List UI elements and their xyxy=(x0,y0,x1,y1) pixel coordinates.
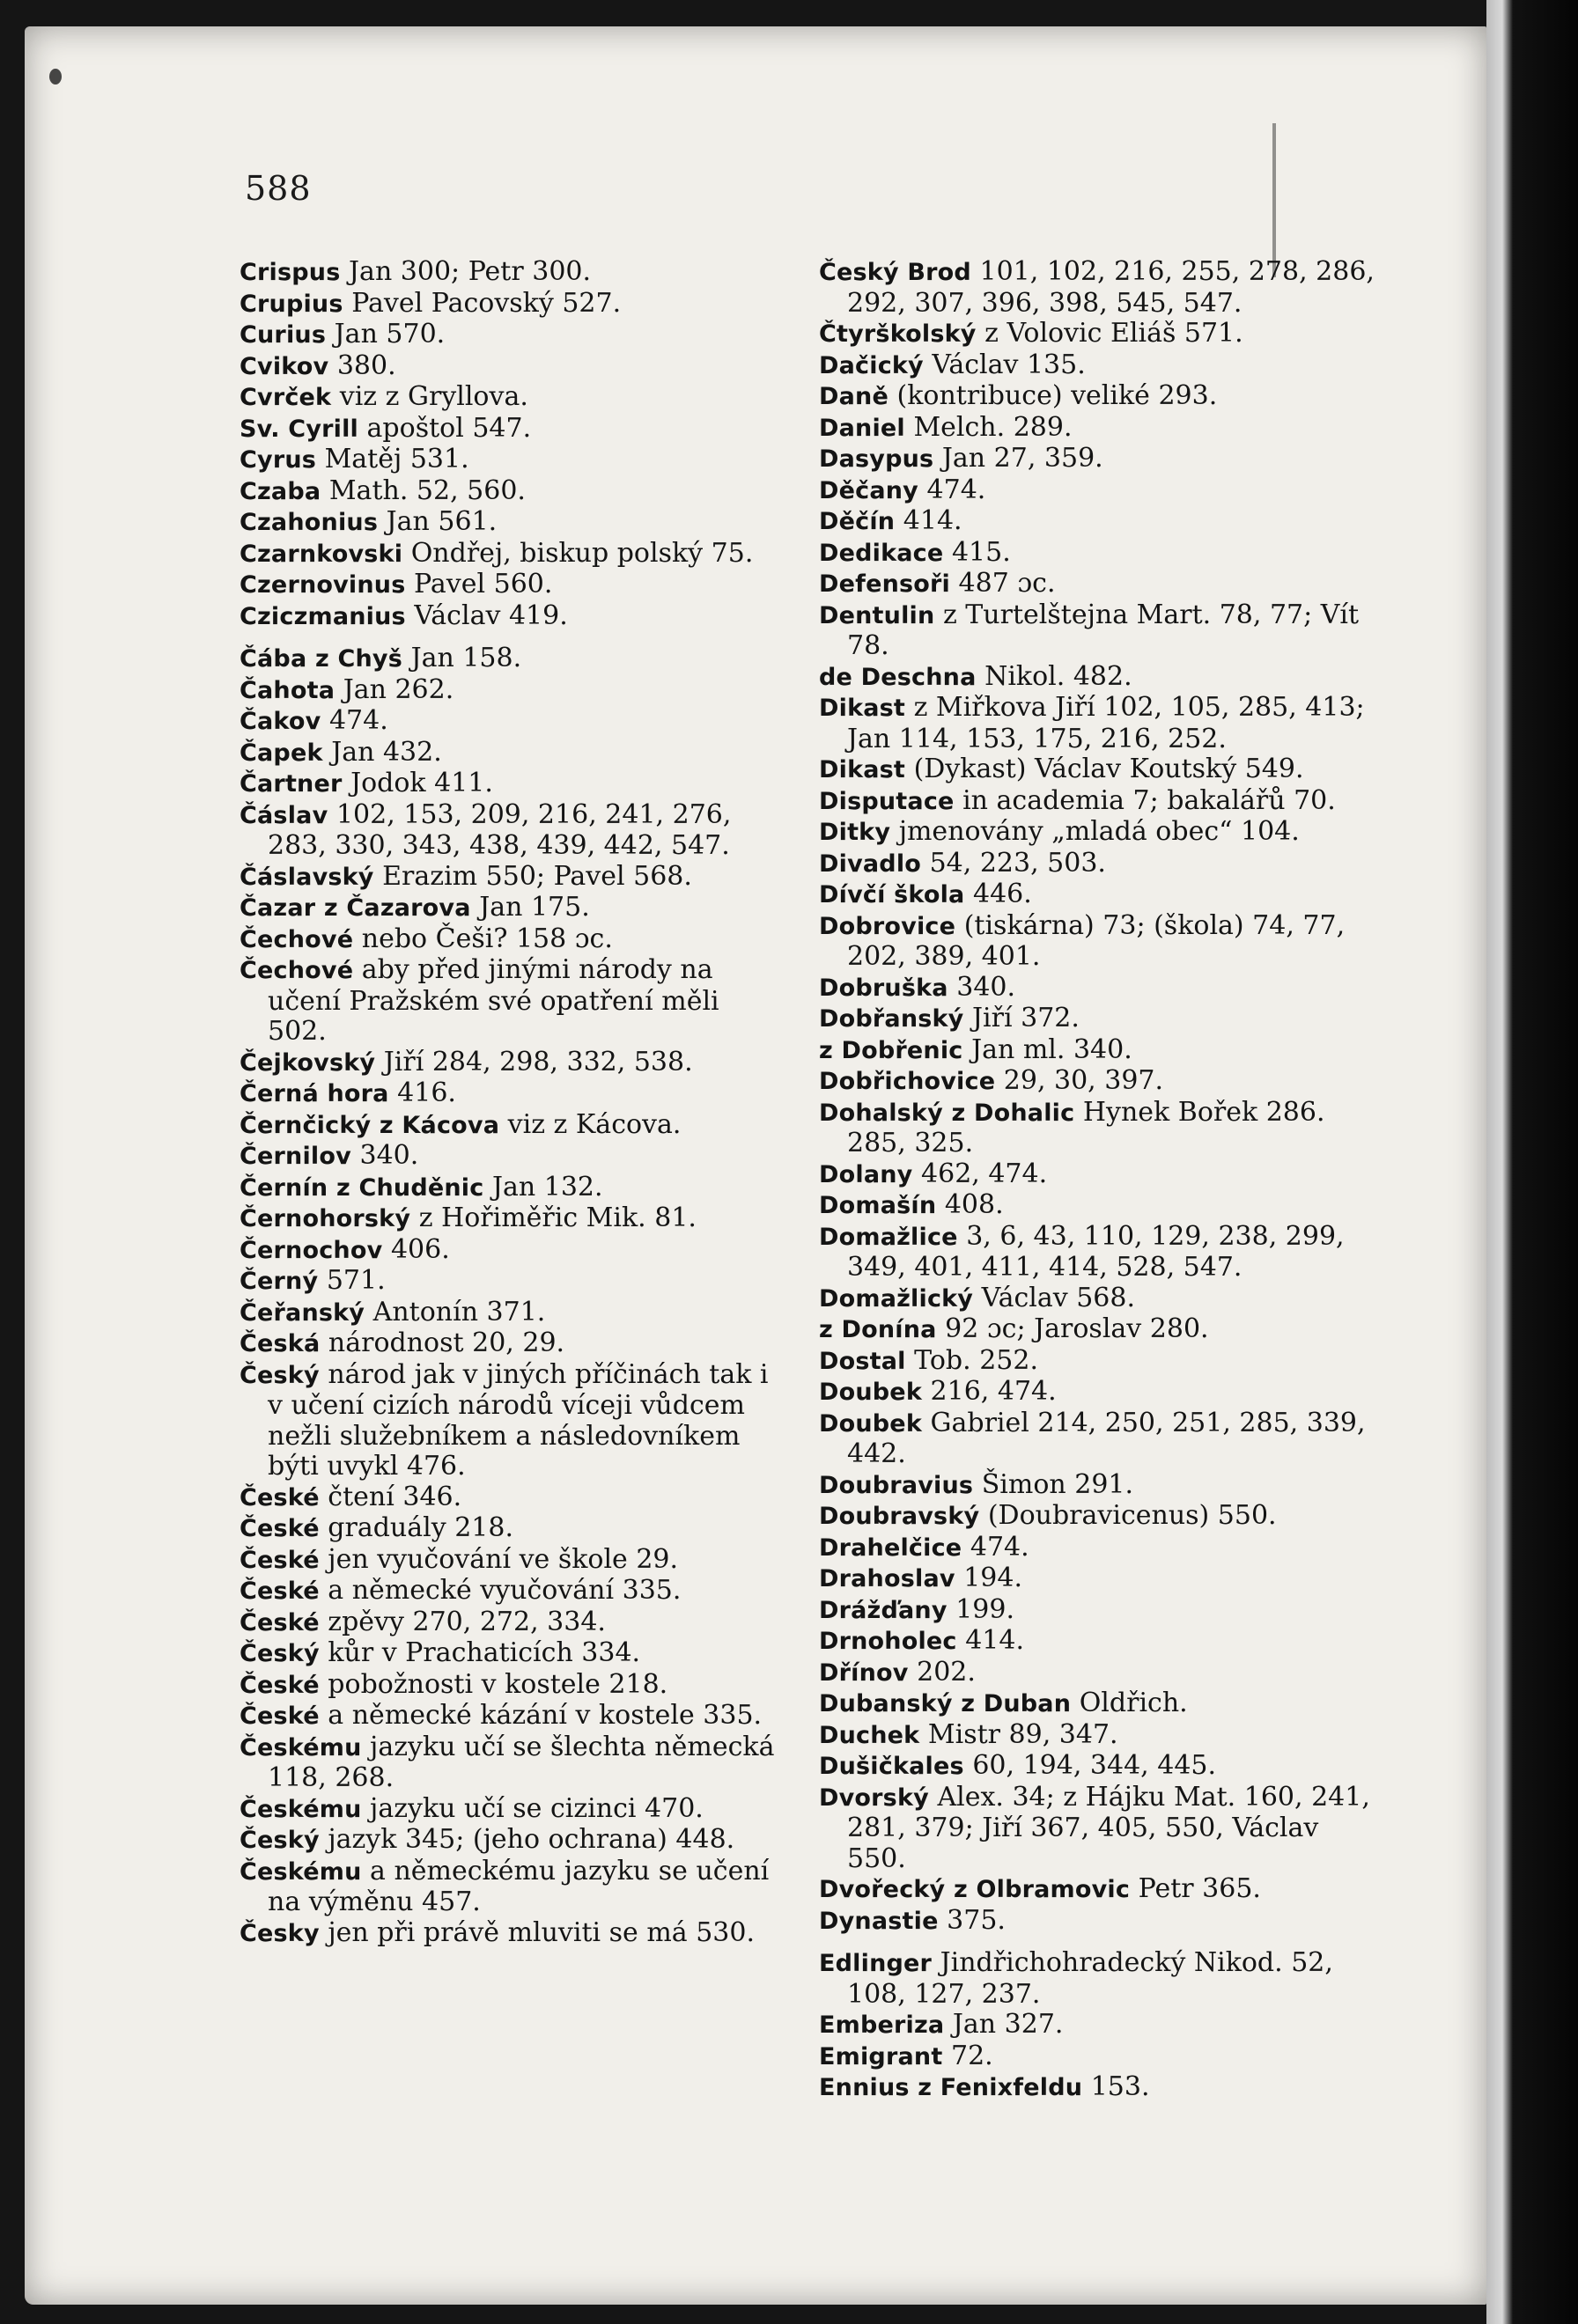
entry-text: jazyku učí se šlechta německá 118, 268. xyxy=(268,1731,775,1793)
entry-headword: Daniel xyxy=(819,414,905,442)
entry-text: viz z Kácova. xyxy=(507,1108,682,1140)
entry-headword: České xyxy=(240,1608,320,1636)
entry-text: Václav 568. xyxy=(981,1282,1136,1313)
entry-text: Jodok 411. xyxy=(350,768,493,798)
entry-text: 199. xyxy=(955,1593,1014,1625)
index-entry xyxy=(819,1626,1383,1658)
page-crease xyxy=(1272,123,1276,277)
index-entry xyxy=(819,1066,1383,1098)
index-entry xyxy=(819,538,1383,570)
entry-text: Pavel Pacovský 527. xyxy=(351,287,622,319)
entry-text: Gabriel 214, 250, 251, 285, 339, 442. xyxy=(847,1407,1366,1469)
index-entry xyxy=(240,1794,785,1826)
entry-headword: Doubravius xyxy=(819,1471,974,1499)
entry-text: aby před jinými národy na učení Pražském své opatření měli 502. xyxy=(268,954,719,1047)
entry-headword: Cvrček xyxy=(240,384,332,411)
entry-text: (Doubravicenus) 550. xyxy=(987,1500,1277,1531)
entry-text: Jan 158. xyxy=(410,643,522,673)
index-entry xyxy=(240,1670,785,1702)
entry-headword: Čeřanský xyxy=(240,1298,365,1327)
index-entry xyxy=(240,893,785,924)
entry-text: 216, 474. xyxy=(930,1376,1057,1407)
index-entry xyxy=(819,693,1383,754)
entry-text: Jiří 284, 298, 332, 538. xyxy=(383,1046,693,1077)
entry-headword: Dvorský xyxy=(819,1783,929,1812)
entry-headword: Doubravský xyxy=(819,1503,980,1530)
entry-headword: Edlinger xyxy=(819,1950,933,1977)
index-entry xyxy=(819,413,1383,445)
entry-text: 414. xyxy=(903,505,962,536)
entry-text: viz z Gryllova. xyxy=(339,381,528,412)
entry-text: nebo Češi? 158 ɔc. xyxy=(361,923,613,954)
entry-headword: Curius xyxy=(240,321,327,349)
entry-headword: Dobřanský xyxy=(819,1005,964,1033)
entry-headword: Černohorský xyxy=(240,1205,411,1232)
entry-headword: Dobřichovice xyxy=(819,1068,996,1095)
entry-text: 54, 223, 503. xyxy=(929,847,1106,879)
entry-headword: Dolany xyxy=(819,1160,913,1188)
index-entry xyxy=(240,924,785,956)
entry-headword: Crupius xyxy=(240,290,343,318)
index-entry xyxy=(240,351,785,383)
entry-headword: Čejkovský xyxy=(240,1048,376,1077)
index-entry xyxy=(240,675,785,707)
entry-headword: Duchek xyxy=(819,1721,920,1749)
entry-headword: Českému xyxy=(240,1733,362,1761)
entry-text: Jindřichohradecký Nikod. 52, 108, 127, 237. xyxy=(847,1947,1333,2010)
entry-text: a německé kázání v kostele 335. xyxy=(328,1700,763,1731)
entry-text: 375. xyxy=(947,1904,1006,1936)
page-number: 588 xyxy=(245,169,312,208)
entry-headword: Čába z Chyš xyxy=(240,645,403,673)
entry-headword: Daně xyxy=(819,383,889,410)
entry-text: 3, 6, 43, 110, 129, 238, 299, 349, 401, 411, 414, 528, 547. xyxy=(847,1220,1345,1283)
entry-text: (kontribuce) veliké 293. xyxy=(896,380,1218,411)
index-entry xyxy=(819,257,1383,319)
entry-headword: Crispus xyxy=(240,259,341,286)
index-entry xyxy=(240,1857,785,1918)
index-entry xyxy=(819,1222,1383,1283)
index-entry xyxy=(240,1638,785,1670)
entry-headword: Czarnkovski xyxy=(240,540,403,568)
entry-headword: Český xyxy=(240,1640,320,1667)
index-entry xyxy=(240,1545,785,1577)
entry-text: 102, 153, 209, 216, 241, 276, 283, 330, 343, 438, 439, 442, 547. xyxy=(268,798,732,861)
index-entry xyxy=(240,1576,785,1607)
entry-headword: Domažlice xyxy=(819,1223,958,1251)
entry-text: 474. xyxy=(926,474,986,505)
index-entry xyxy=(819,973,1383,1004)
entry-headword: Česky xyxy=(240,1919,320,1947)
entry-text: 446. xyxy=(973,879,1032,909)
index-entry xyxy=(240,570,785,601)
index-entry xyxy=(819,1314,1383,1346)
index-entry xyxy=(819,1283,1383,1315)
entry-headword: České xyxy=(240,1671,320,1699)
index-entry xyxy=(819,1720,1383,1752)
index-entry xyxy=(819,350,1383,382)
entry-headword: Čartner xyxy=(240,770,343,798)
entry-text: Erazim 550; Pavel 568. xyxy=(382,860,692,892)
entry-headword: Český xyxy=(240,1361,320,1389)
entry-headword: Dynastie xyxy=(819,1907,939,1935)
index-entry xyxy=(819,1948,1383,2010)
index-entry xyxy=(240,1048,785,1079)
index-entry xyxy=(819,1874,1383,1906)
index-entry xyxy=(819,1035,1383,1067)
index-entry xyxy=(240,800,785,862)
entry-text: Mistr 89, 347. xyxy=(927,1718,1118,1750)
entry-text: Ondřej, biskup polský 75. xyxy=(410,537,754,569)
index-entry xyxy=(240,738,785,769)
entry-headword: Ditky xyxy=(819,819,891,846)
entry-headword: Domažlický xyxy=(819,1284,974,1313)
entry-text: Oldřich. xyxy=(1079,1688,1188,1718)
entry-text: Jan 561. xyxy=(386,506,498,537)
entry-text: (Dykast) Václav Koutský 549. xyxy=(913,754,1304,784)
entry-headword: Sv. Cyrill xyxy=(240,415,358,443)
entry-text: jazyku učí se cizinci 470. xyxy=(370,1792,704,1824)
index-entry xyxy=(240,1482,785,1514)
entry-headword: Čapek xyxy=(240,739,323,767)
entry-headword: Dubanský z Duban xyxy=(819,1690,1072,1717)
index-entry xyxy=(819,1004,1383,1035)
index-entry xyxy=(819,569,1383,600)
entry-headword: Černý xyxy=(240,1268,319,1295)
entry-text: Šimon 291. xyxy=(981,1468,1134,1500)
entry-text: kůr v Prachaticích 334. xyxy=(328,1637,641,1668)
index-entry xyxy=(240,1328,785,1360)
entry-text: Melch. 289. xyxy=(913,411,1073,443)
entry-headword: Drnoholec xyxy=(819,1628,957,1655)
entry-headword: Černčický z Kácova xyxy=(240,1111,500,1139)
entry-headword: de Deschna xyxy=(819,663,977,691)
index-entry xyxy=(819,1533,1383,1564)
entry-headword: Dikast xyxy=(819,695,906,722)
entry-text: Václav 419. xyxy=(414,599,568,631)
entry-headword: Dentulin xyxy=(819,601,935,629)
entry-headword: Česká xyxy=(240,1330,321,1357)
index-entry xyxy=(819,1377,1383,1408)
entry-text: 474. xyxy=(970,1531,1029,1563)
index-entry xyxy=(819,600,1383,662)
entry-text: graduály 218. xyxy=(328,1512,514,1543)
index-entry xyxy=(240,1298,785,1329)
entry-headword: Cyrus xyxy=(240,446,317,474)
index-entry xyxy=(240,1173,785,1204)
index-entry xyxy=(240,644,785,675)
entry-headword: Čechové xyxy=(240,957,354,984)
entry-text: 487 ɔc. xyxy=(958,568,1056,599)
index-entry xyxy=(240,1918,785,1950)
index-entry xyxy=(240,1078,785,1110)
entry-headword: Cziczmanius xyxy=(240,602,406,630)
index-entry xyxy=(240,289,785,320)
entry-text: Jan 327. xyxy=(952,2009,1064,2040)
entry-text: Jan 432. xyxy=(331,736,442,768)
entry-text: jen při právě mluviti se má 530. xyxy=(328,1916,756,1948)
index-entry xyxy=(819,1408,1383,1470)
entry-text: Václav 135. xyxy=(932,349,1086,380)
index-entry xyxy=(240,257,785,289)
entry-headword: Dasypus xyxy=(819,445,934,473)
entry-text: z Turtelštejna Mart. 78, 77; Vít 78. xyxy=(847,599,1360,661)
entry-text: 340. xyxy=(956,971,1016,1003)
entry-text: 571. xyxy=(326,1265,386,1296)
entry-text: jazyk 345; (jeho ochrana) 448. xyxy=(328,1824,735,1855)
entry-text: národnost 20, 29. xyxy=(328,1327,565,1358)
index-entry xyxy=(819,849,1383,880)
index-entry xyxy=(819,911,1383,973)
entry-headword: Disputace xyxy=(819,787,955,815)
index-entry xyxy=(819,475,1383,507)
entry-text: 29, 30, 397. xyxy=(1003,1065,1164,1096)
entry-headword: Černilov xyxy=(240,1143,351,1170)
entry-text: a německému jazyku se učení na výměnu 457. xyxy=(268,1855,770,1917)
entry-headword: Český xyxy=(240,1827,320,1854)
entry-headword: z Donína xyxy=(819,1316,937,1343)
entry-headword: Defensoři xyxy=(819,570,950,598)
entry-headword: Doubek xyxy=(819,1409,922,1438)
entry-text: Jan 300; Petr 300. xyxy=(349,256,592,287)
book-spine-edge xyxy=(1486,0,1578,2324)
index-entry xyxy=(819,1501,1383,1533)
index-entry xyxy=(819,1098,1383,1159)
index-entry xyxy=(240,601,785,633)
index-entry xyxy=(819,444,1383,475)
index-entry xyxy=(240,1607,785,1639)
index-entry xyxy=(819,506,1383,538)
entry-text: Jan 570. xyxy=(334,319,446,349)
index-entry xyxy=(240,1235,785,1267)
entry-text: Jan ml. 340. xyxy=(971,1033,1132,1065)
entry-headword: Dačický xyxy=(819,351,924,379)
entry-headword: Emberiza xyxy=(819,2011,945,2039)
entry-headword: Dřínov xyxy=(819,1658,909,1687)
ink-spot xyxy=(49,69,62,85)
index-entry xyxy=(819,662,1383,694)
entry-headword: Czernovinus xyxy=(240,571,406,599)
entry-headword: Českému xyxy=(240,1795,362,1823)
entry-headword: Černín z Chuděnic xyxy=(240,1173,484,1202)
index-entry xyxy=(819,1190,1383,1222)
entry-headword: Dohalský z Dohalic xyxy=(819,1099,1075,1127)
entry-text: Hynek Bořek 286. 285, 325. xyxy=(847,1096,1325,1158)
entry-headword: Děčín xyxy=(819,508,896,535)
index-column-right xyxy=(819,257,1383,2104)
entry-text: Alex. 34; z Hájku Mat. 160, 241, 281, 379; Jiří 367, 405, 550, Václav 550. xyxy=(847,1781,1370,1874)
entry-text: 462, 474. xyxy=(921,1158,1048,1189)
entry-text: apoštol 547. xyxy=(366,412,532,444)
entry-text: Jan 132. xyxy=(491,1171,603,1202)
entry-text: zpěvy 270, 272, 334. xyxy=(328,1606,606,1637)
index-entry xyxy=(819,817,1383,849)
entry-text: z Miřkova Jiří 102, 105, 285, 413; Jan 114, 153, 175, 216, 252. xyxy=(847,692,1365,754)
index-entry xyxy=(240,1141,785,1173)
entry-headword: Drahelčice xyxy=(819,1533,962,1562)
entry-headword: z Dobřenic xyxy=(819,1036,963,1064)
entry-text: Jan 262. xyxy=(343,673,454,705)
entry-text: pobožnosti v kostele 218. xyxy=(328,1668,668,1700)
index-entry xyxy=(819,1783,1383,1875)
entry-headword: Drahoslav xyxy=(819,1565,955,1592)
index-entry xyxy=(240,862,785,894)
entry-text: (tiskárna) 73; (škola) 74, 77, 202, 389, 401. xyxy=(847,909,1346,972)
index-entry xyxy=(819,754,1383,786)
index-entry xyxy=(819,381,1383,413)
entry-headword: Doubek xyxy=(819,1379,922,1406)
entry-headword: Čechové xyxy=(240,925,354,953)
entry-headword: Děčany xyxy=(819,476,918,504)
index-entry xyxy=(819,1906,1383,1938)
entry-text: 474. xyxy=(328,705,388,736)
index-entry xyxy=(240,1513,785,1545)
entry-text: 72. xyxy=(950,2040,993,2071)
index-entry xyxy=(240,769,785,800)
entry-text: 153. xyxy=(1090,2071,1150,2102)
index-entry xyxy=(819,786,1383,818)
entry-headword: Českému xyxy=(240,1857,362,1886)
entry-headword: Dobruška xyxy=(819,974,948,1002)
entry-text: jmenovány „mladá obec“ 104. xyxy=(898,816,1300,847)
entry-text: jen vyučování ve škole 29. xyxy=(328,1543,679,1575)
entry-text: Antonín 371. xyxy=(372,1296,546,1327)
index-entry xyxy=(240,320,785,351)
index-entry xyxy=(240,414,785,445)
index-entry xyxy=(240,1825,785,1857)
index-entry xyxy=(819,1470,1383,1502)
entry-headword: Čáslav xyxy=(240,801,328,829)
index-entry xyxy=(240,1732,785,1794)
entry-text: 202. xyxy=(917,1656,976,1688)
entry-headword: Černochov xyxy=(240,1236,383,1264)
index-column-left xyxy=(240,257,785,1949)
entry-text: čtení 346. xyxy=(328,1481,462,1512)
entry-text: a německé vyučování 335. xyxy=(328,1575,682,1606)
entry-headword: České xyxy=(240,1546,320,1574)
index-entry xyxy=(240,1203,785,1235)
entry-text: z Hořiměřic Mik. 81. xyxy=(418,1202,697,1233)
index-entry xyxy=(819,2010,1383,2041)
entry-headword: Cvikov xyxy=(240,352,329,380)
entry-text: Tob. 252. xyxy=(914,1344,1038,1376)
entry-text: in academia 7; bakalářů 70. xyxy=(962,784,1336,816)
entry-headword: Čahota xyxy=(240,676,336,704)
entry-text: 340. xyxy=(359,1140,419,1171)
index-entry xyxy=(240,1701,785,1732)
index-entry xyxy=(819,1159,1383,1191)
entry-text: Pavel 560. xyxy=(414,569,553,599)
entry-headword: Czahonius xyxy=(240,509,379,536)
entry-text: z Volovic Eliáš 571. xyxy=(984,318,1243,349)
index-entry xyxy=(240,507,785,539)
index-entry xyxy=(240,1110,785,1142)
entry-headword: Czaba xyxy=(240,477,321,505)
entry-headword: Drážďany xyxy=(819,1596,948,1624)
index-entry xyxy=(819,1595,1383,1627)
entry-text: Petr 365. xyxy=(1138,1873,1261,1904)
entry-headword: Dívčí škola xyxy=(819,881,965,908)
index-entry xyxy=(240,539,785,570)
entry-text: Jan 175. xyxy=(479,892,590,923)
index-entry xyxy=(819,2072,1383,2104)
entry-text: Jiří 372. xyxy=(972,1003,1080,1033)
entry-text: 194. xyxy=(963,1563,1023,1593)
index-entry xyxy=(819,1658,1383,1689)
entry-headword: Domašín xyxy=(819,1192,937,1219)
index-entry xyxy=(240,1360,785,1482)
entry-text: 416. xyxy=(397,1077,456,1108)
entry-headword: Čtyrškolský xyxy=(819,320,977,348)
index-entry xyxy=(819,1346,1383,1378)
entry-text: 408. xyxy=(944,1189,1004,1220)
entry-text: 414. xyxy=(965,1625,1024,1656)
entry-headword: Dobrovice xyxy=(819,912,956,940)
index-entry xyxy=(240,445,785,476)
entry-headword: Dvořecký z Olbramovic xyxy=(819,1876,1131,1903)
index-entry xyxy=(819,1688,1383,1720)
entry-text: 415. xyxy=(951,536,1011,568)
entry-headword: Emigrant xyxy=(819,2042,943,2070)
index-entry xyxy=(819,1563,1383,1595)
entry-text: Math. 52, 560. xyxy=(328,474,526,506)
entry-text: 101, 102, 216, 255, 278, 286, 292, 307, 396, 398, 545, 547. xyxy=(847,256,1375,319)
entry-headword: Český Brod xyxy=(819,259,971,286)
entry-text: Matěj 531. xyxy=(324,444,469,474)
entry-text: Nikol. 482. xyxy=(984,660,1132,692)
index-entry xyxy=(819,2041,1383,2073)
index-entry xyxy=(240,706,785,738)
index-entry xyxy=(819,1751,1383,1783)
entry-headword: Čakov xyxy=(240,708,321,735)
entry-text: 60, 194, 344, 445. xyxy=(972,1750,1217,1781)
index-entry xyxy=(240,955,785,1048)
entry-headword: Čazar z Čazarova xyxy=(240,894,471,922)
entry-text: 92 ɔc; Jaroslav 280. xyxy=(945,1313,1209,1344)
entry-headword: České xyxy=(240,1483,320,1511)
entry-headword: Černá hora xyxy=(240,1080,389,1107)
entry-text: 380. xyxy=(336,349,396,381)
entry-text: národ jak v jiných příčinách tak i v učení cizích národů víceji vůdcem nežli služebníkem a následovníkem býti uvykl 476. xyxy=(268,1358,769,1482)
entry-headword: Divadlo xyxy=(819,849,922,878)
entry-headword: Dušičkales xyxy=(819,1753,964,1780)
index-entry xyxy=(240,476,785,508)
index-entry xyxy=(819,879,1383,911)
index-entry xyxy=(240,1266,785,1298)
entry-headword: České xyxy=(240,1515,320,1542)
entry-text: 406. xyxy=(390,1233,450,1265)
entry-headword: Ennius z Fenixfeldu xyxy=(819,2074,1083,2101)
entry-headword: Dikast xyxy=(819,756,906,783)
entry-headword: České xyxy=(240,1578,320,1605)
entry-headword: Čáslavský xyxy=(240,863,374,891)
entry-headword: Dostal xyxy=(819,1347,906,1375)
entry-headword: České xyxy=(240,1703,320,1730)
entry-text: Jan 27, 359. xyxy=(941,443,1103,474)
index-entry xyxy=(240,382,785,414)
index-entry xyxy=(819,319,1383,350)
entry-headword: Dedikace xyxy=(819,539,944,567)
